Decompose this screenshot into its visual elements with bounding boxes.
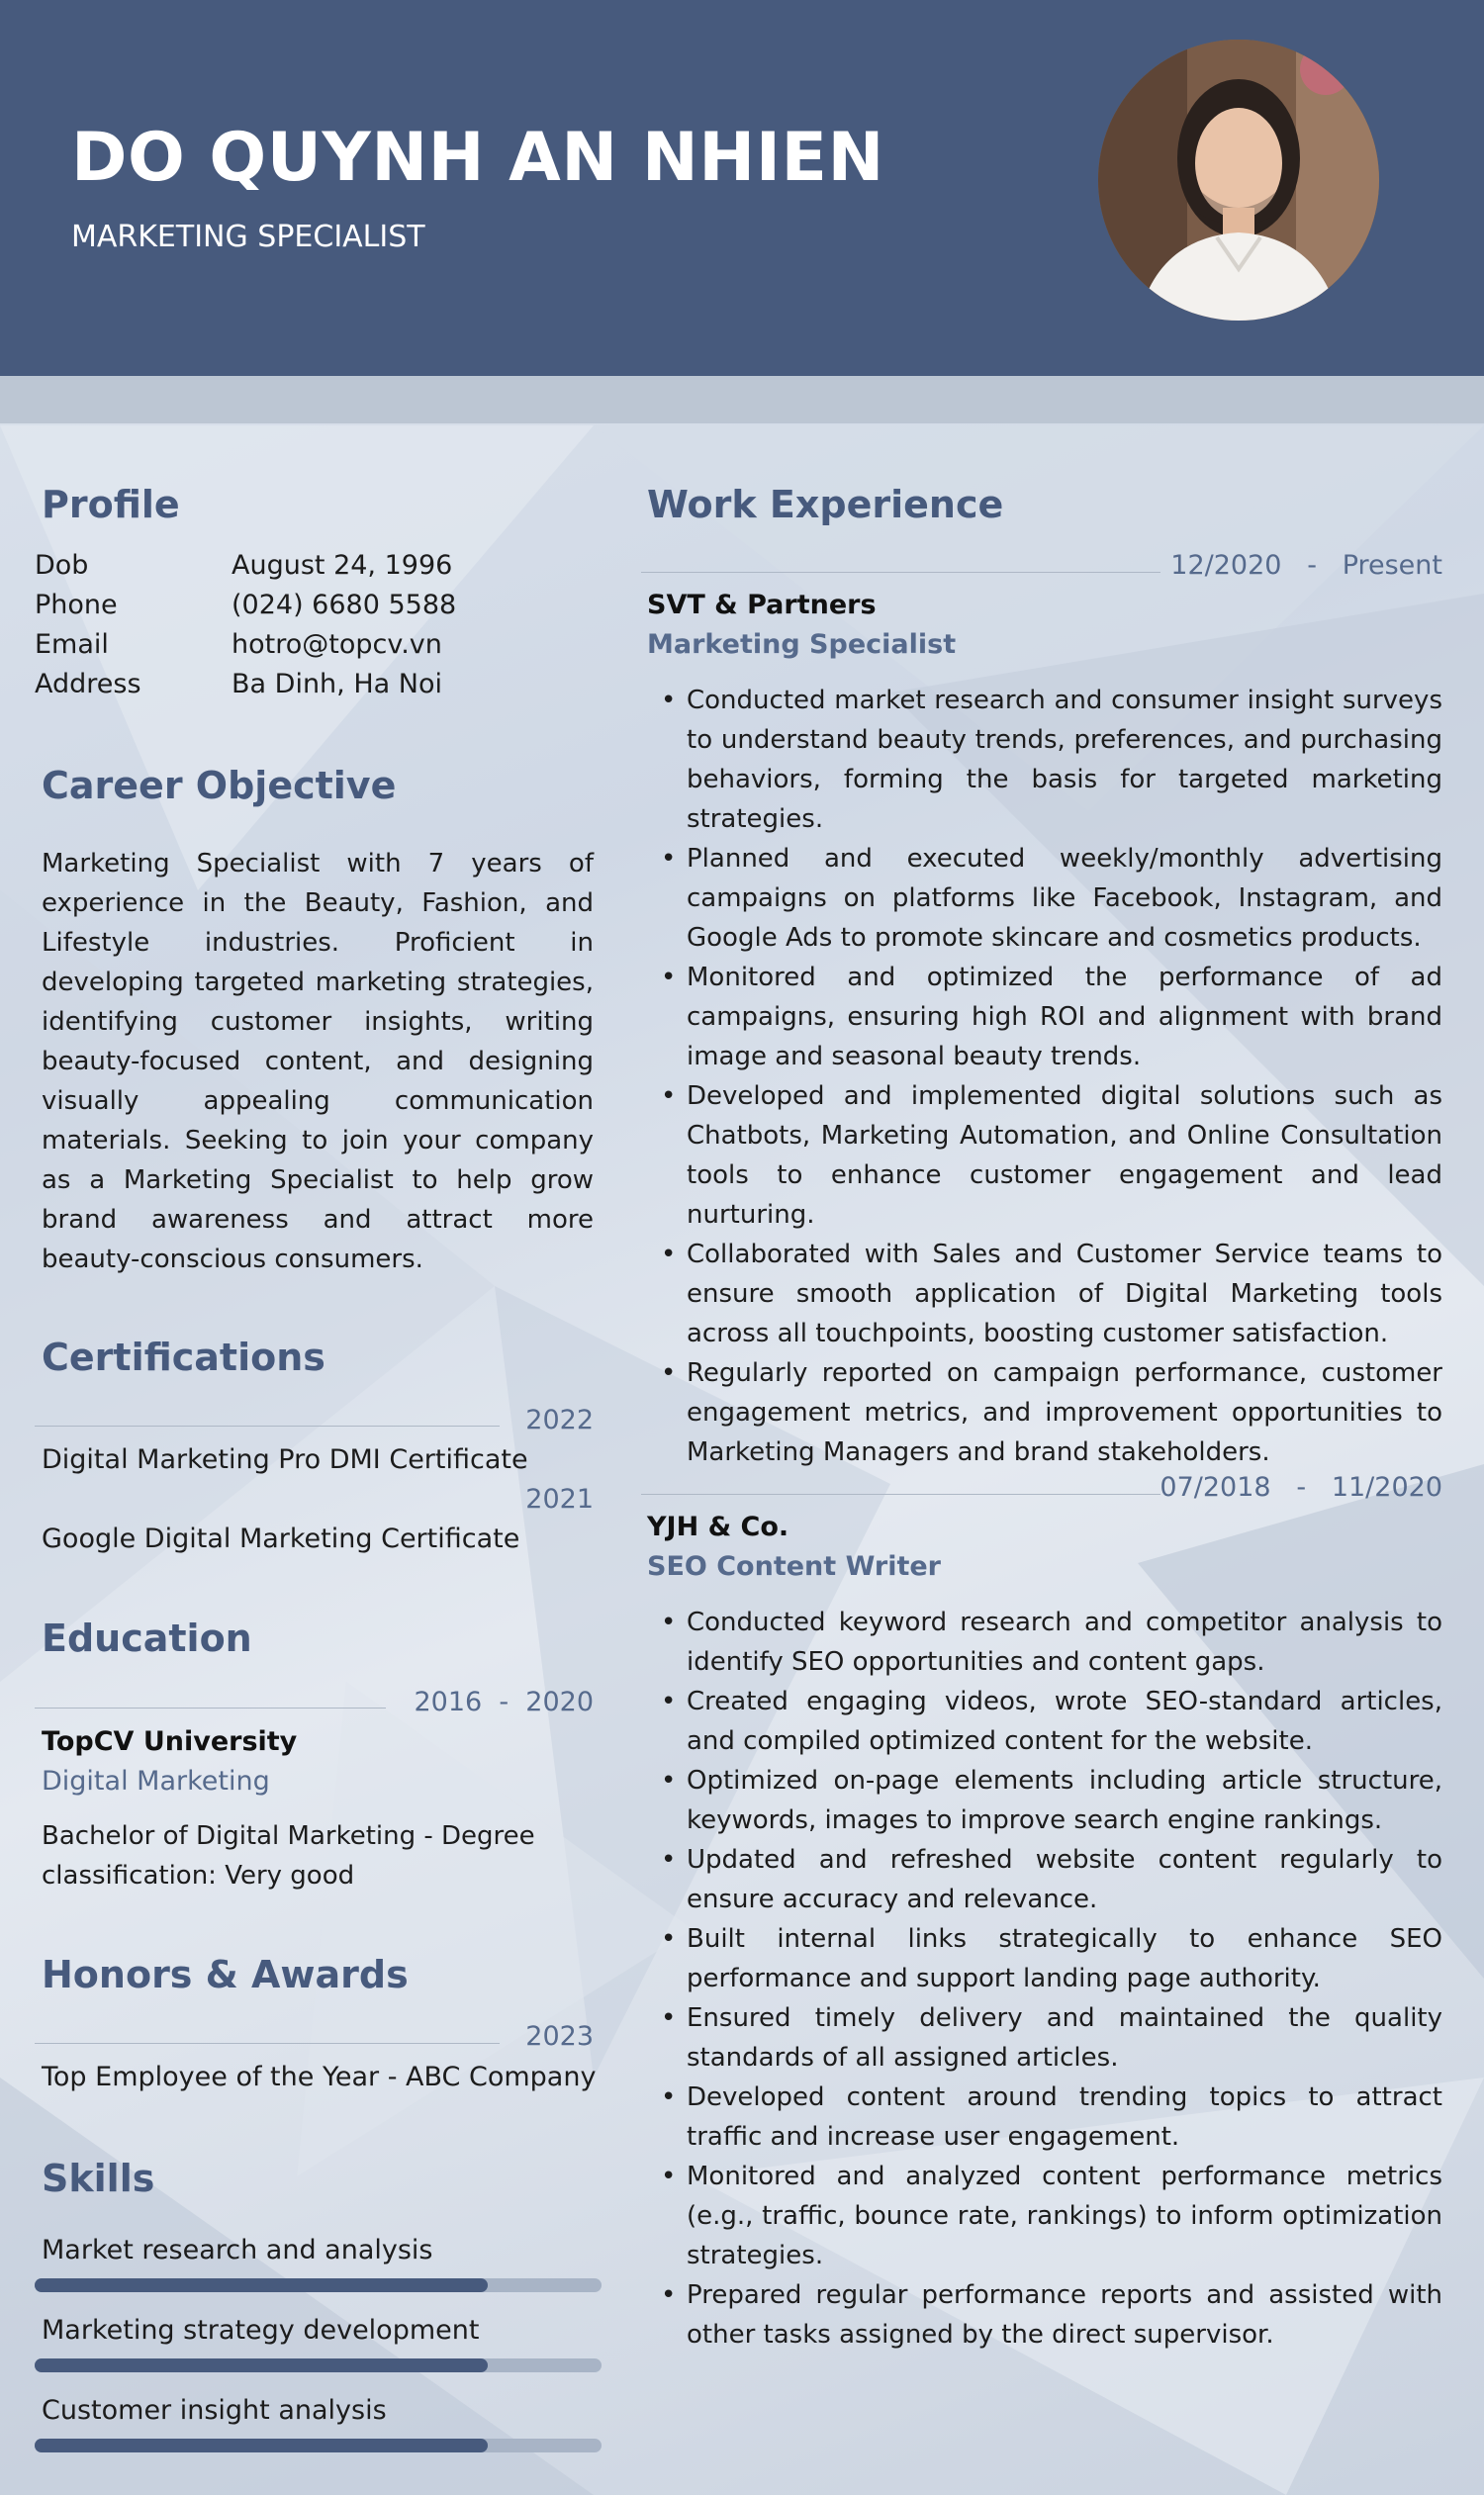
divider: [641, 1494, 1160, 1495]
cert-year: 2021: [525, 1484, 594, 1515]
job-bullet: • Monitored and optimized the performance of ad campaigns, ensuring high ROI and alignment with brand image and seasonal beauty trends.: [647, 958, 1442, 1076]
cert-name: Google Digital Marketing Certificate: [42, 1524, 520, 1554]
skill-name: Market research and analysis: [42, 2235, 433, 2265]
skill-bar-fill: [35, 2439, 488, 2452]
job-bullet: • Prepared regular performance reports and assisted with other tasks assigned by the direct supervisor.: [647, 2275, 1442, 2355]
profile-value-address: Ba Dinh, Ha Noi: [232, 669, 442, 699]
avatar-photo: [1098, 40, 1379, 321]
education-school: TopCV University: [42, 1726, 298, 1757]
job-bullets: [647, 1603, 1442, 2355]
job-bullet: • Updated and refreshed website content regularly to ensure accuracy and relevance.: [647, 1840, 1442, 1919]
cert-year: 2022: [525, 1405, 594, 1435]
cert-name: Digital Marketing Pro DMI Certificate: [42, 1444, 528, 1475]
divider: [35, 1426, 500, 1427]
job-position: Marketing Specialist: [647, 629, 957, 660]
skill-bar: [35, 2278, 602, 2292]
divider: [35, 2043, 500, 2044]
divider: [35, 1708, 386, 1709]
job-bullet: • Created engaging videos, wrote SEO-standard articles, and compiled optimized content for the website.: [647, 1682, 1442, 1761]
job-dates: 07/2018 - 11/2020: [1159, 1472, 1442, 1503]
skill-bar-fill: [35, 2358, 488, 2372]
skill-bar-fill: [35, 2278, 488, 2292]
work-experience-heading: Work Experience: [647, 483, 1004, 526]
job-bullet: • Developed and implemented digital solutions such as Chatbots, Marketing Automation, and Online Consultation tools to enhance customer engagement and lead nurturing.: [647, 1076, 1442, 1235]
education-description: Bachelor of Digital Marketing - Degree classification: Very good: [42, 1821, 535, 1891]
education-major: Digital Marketing: [42, 1766, 270, 1797]
skill-bar: [35, 2439, 602, 2452]
job-bullet: • Conducted market research and consumer insight surveys to understand beauty trends, preferences, and purchasing behaviors, forming the basis for targeted marketing strategies.: [647, 681, 1442, 839]
profile-value-dob: August 24, 1996: [232, 550, 453, 581]
profile-value-phone: (024) 6680 5588: [232, 590, 457, 620]
honors-awards-heading: Honors & Awards: [42, 1953, 409, 1996]
profile-label-email: Email: [35, 629, 109, 660]
education-heading: Education: [42, 1617, 252, 1660]
job-bullet: • Developed content around trending topics to attract traffic and increase user engagement.: [647, 2078, 1442, 2157]
job-bullet: • Monitored and analyzed content performance metrics (e.g., traffic, bounce rate, rankings) to inform optimization strategies.: [647, 2157, 1442, 2275]
skill-name: Marketing strategy development: [42, 2315, 480, 2346]
job-company: YJH & Co.: [647, 1512, 789, 1542]
profile-label-phone: Phone: [35, 590, 118, 620]
profile-label-dob: Dob: [35, 550, 89, 581]
job-dates: 12/2020 - Present: [1170, 550, 1442, 581]
career-objective-text: Marketing Specialist with 7 years of experience in the Beauty, Fashion, and Lifestyle industries. Proficient in developing targeted marketing strategies, identifying customer insights, writing beauty-focused content, and designing visually appealing communication materials. Seeking to join your company as a Marketing Specialist to help grow brand awareness and attract more beauty-conscious consumers.: [42, 849, 594, 1274]
skill-name: Customer insight analysis: [42, 2395, 387, 2426]
job-bullets: [647, 681, 1442, 1472]
profile-value-email[interactable]: hotro@topcv.vn: [232, 629, 442, 660]
job-bullet: • Planned and executed weekly/monthly advertising campaigns on platforms like Facebook, Instagram, and Google Ads to promote skincare and cosmetics products.: [647, 839, 1442, 958]
profile-heading: Profile: [42, 483, 180, 526]
job-bullet: • Collaborated with Sales and Customer Service teams to ensure smooth application of Digital Marketing tools across all touchpoints, boosting customer satisfaction.: [647, 1235, 1442, 1353]
career-objective-heading: Career Objective: [42, 764, 397, 807]
certifications-heading: Certifications: [42, 1336, 325, 1379]
job-bullet: • Conducted keyword research and competitor analysis to identify SEO opportunities and content gaps.: [647, 1603, 1442, 1682]
skill-bar: [35, 2358, 602, 2372]
candidate-title: MARKETING SPECIALIST: [71, 220, 425, 254]
job-position: SEO Content Writer: [647, 1551, 941, 1582]
award-year: 2023: [525, 2021, 594, 2052]
job-bullet: • Built internal links strategically to enhance SEO performance and support landing page authority.: [647, 1919, 1442, 1998]
candidate-name: DO QUYNH AN NHIEN: [71, 119, 884, 197]
skills-heading: Skills: [42, 2157, 155, 2200]
job-bullet: • Optimized on-page elements including article structure, keywords, images to improve search engine rankings.: [647, 1761, 1442, 1840]
divider: [641, 572, 1160, 573]
education-dates: 2016 - 2020: [414, 1687, 594, 1717]
job-bullet: • Regularly reported on campaign performance, customer engagement metrics, and improvement opportunities to Marketing Managers and brand stakeholders.: [647, 1353, 1442, 1472]
job-bullet: • Ensured timely delivery and maintained the quality standards of all assigned articles.: [647, 1998, 1442, 2078]
job-company: SVT & Partners: [647, 590, 877, 620]
profile-label-address: Address: [35, 669, 141, 699]
award-name: Top Employee of the Year - ABC Company: [42, 2062, 597, 2092]
